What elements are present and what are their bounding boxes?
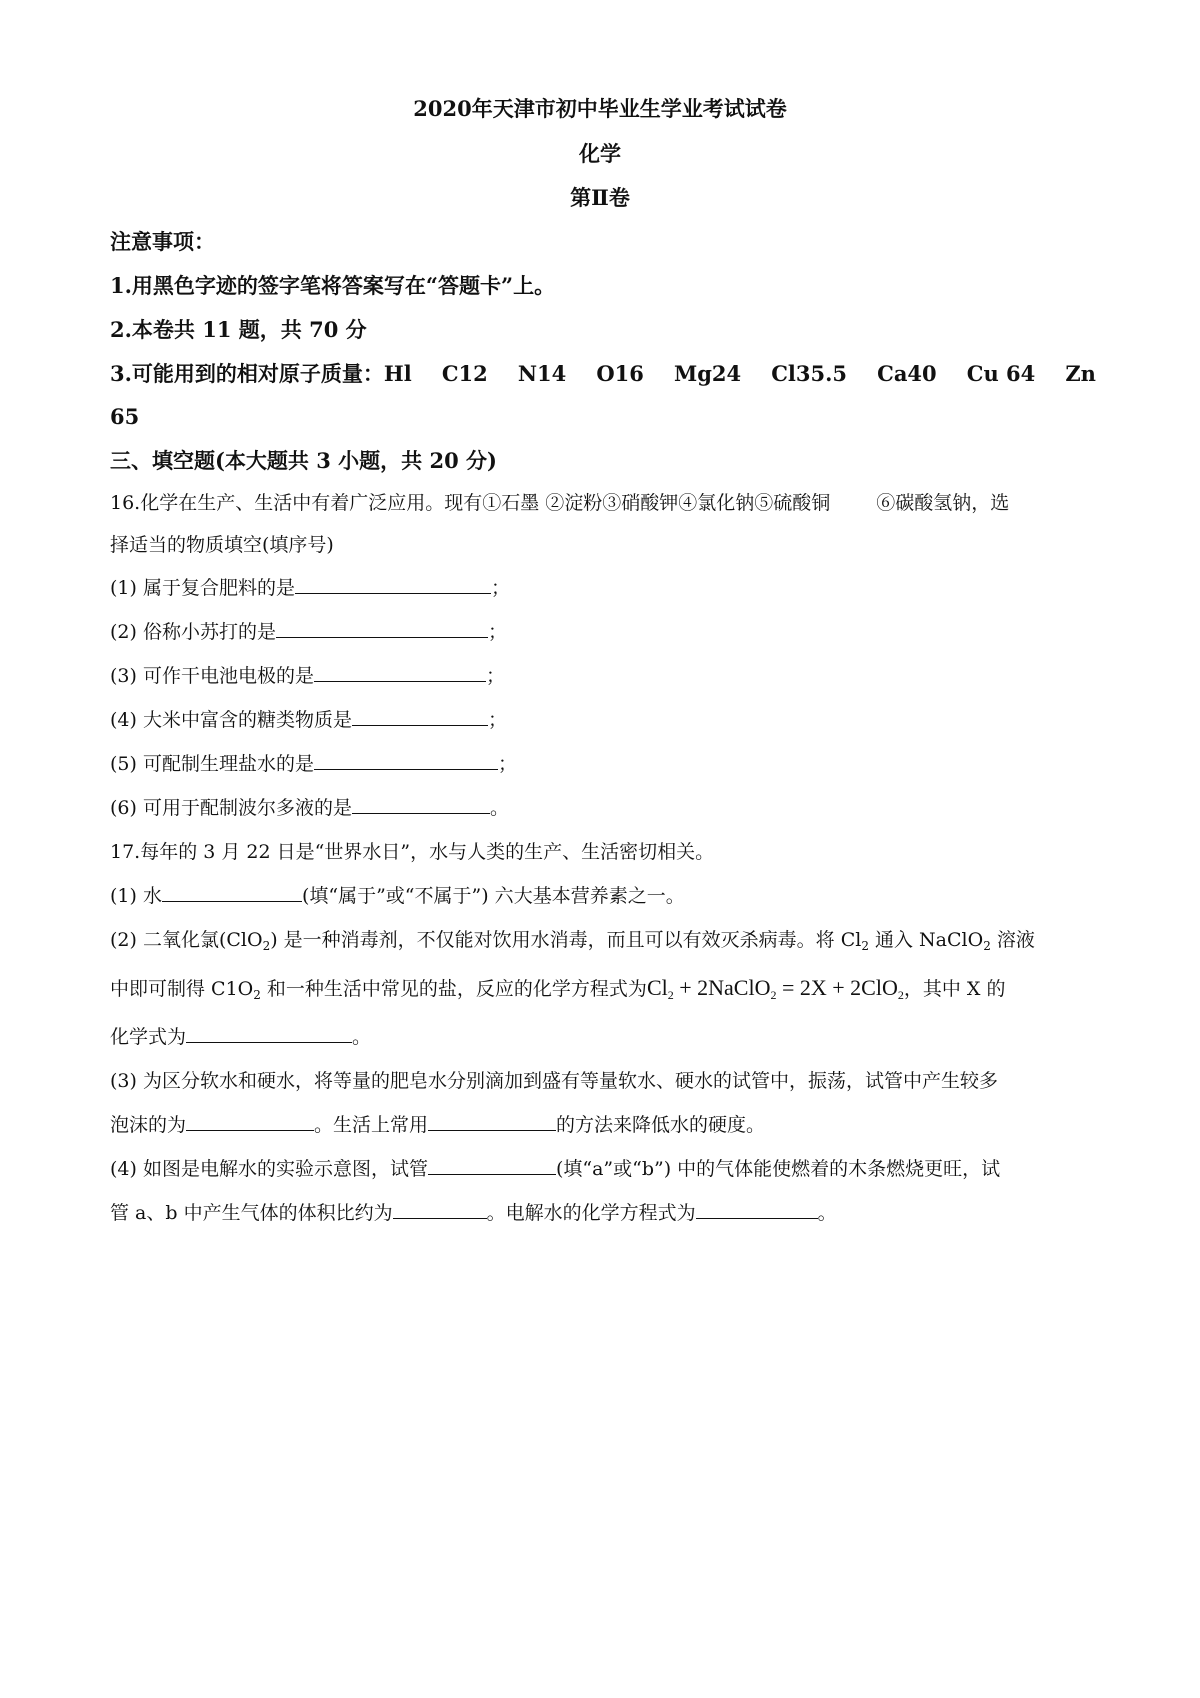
answer-blank[interactable] (314, 663, 486, 682)
answer-blank[interactable] (295, 575, 491, 594)
q17-part-2-line3: 化学式为 。 (110, 1026, 372, 1048)
chemical-equation: $Cl_2$ + 2NaClO$_2$ = 2X + 2ClO$_2$ (646, 975, 904, 1002)
q16-item-5: (5) 可配制生理盐水的是 ； (110, 753, 517, 775)
mass-cl: Cl35.5 (771, 361, 848, 386)
q16-item-4: (4) 大米中富含的糖类物质是 ； (110, 709, 507, 731)
note-item-1: 1.用黑色字迹的签字笔将答案写在“答题卡”上。 (110, 273, 556, 298)
q16-stem-line2: 择适当的物质填空(填序号) (110, 534, 334, 556)
answer-blank[interactable] (352, 707, 488, 726)
q16-item-6: (6) 可用于配制波尔多液的是 。 (110, 797, 509, 819)
answer-blank[interactable] (393, 1200, 487, 1219)
note-item-3-wrap: 65 (110, 404, 140, 429)
mass-mg: Mg24 (673, 361, 742, 386)
answer-blank[interactable] (696, 1200, 818, 1219)
answer-blank[interactable] (352, 795, 490, 814)
q17-part-4-line2: 管 a、b 中产生气体的体积比约为 。电解水的化学方程式为 。 (110, 1202, 837, 1224)
q16-item-3: (3) 可作干电池电极的是 ； (110, 665, 505, 687)
q17-stem: 17.每年的 3 月 22 日是“世界水日”，水与人类的生产、生活密切相关。 (110, 841, 715, 863)
exam-title: 2020年天津市初中毕业生学业考试试卷 (413, 96, 787, 121)
mass-o: O16 (596, 361, 644, 386)
q17-part-4-line1: (4) 如图是电解水的实验示意图，试管 (填“a”或“b”) 中的气体能使燃着的木条燃烧更旺，试 (110, 1158, 1001, 1180)
mass-ca: Ca40 (877, 361, 937, 386)
q17-part-3-line2: 泡沫的为 。生活上常用 的方法来降低水的硬度。 (110, 1114, 766, 1136)
answer-blank[interactable] (186, 1024, 352, 1043)
q17-part-2-line1: (2) 二氧化氯(ClO$_2$) 是一种消毒剂，不仅能对饮用水消毒，而且可以有效灭杀病毒。将 $Cl_2$ 通入 NaClO$_2$ 溶液 (110, 929, 1035, 953)
mass-cu: Cu 64 (966, 361, 1036, 386)
notes-heading: 注意事项： (110, 229, 215, 254)
section-3-heading: 三、填空题(本大题共 3 小题，共 20 分) (110, 448, 497, 473)
answer-blank[interactable] (314, 751, 498, 770)
answer-blank[interactable] (276, 619, 488, 638)
q16-item-1: (1) 属于复合肥料的是 ； (110, 577, 510, 599)
q16-stem-line1: 16.化学在生产、生活中有着广泛应用。现有①石墨 ②淀粉③硝酸钾④氯化钠⑤硫酸铜 ⑥碳酸氢钠，选 (110, 492, 1010, 514)
answer-blank[interactable] (162, 883, 302, 902)
q16-item-2: (2) 俗称小苏打的是 ； (110, 621, 507, 643)
subject-title: 化学 (579, 141, 621, 166)
answer-blank[interactable] (428, 1156, 556, 1175)
q17-part-1: (1) 水 (填“属于”或“不属于”) 六大基本营养素之一。 (110, 885, 685, 907)
volume-title: 第Ⅱ卷 (570, 185, 630, 210)
note-item-2: 2.本卷共 11 题，共 70 分 (110, 317, 367, 342)
answer-blank[interactable] (186, 1112, 314, 1131)
mass-zn: Zn (1065, 361, 1096, 386)
answer-blank[interactable] (428, 1112, 556, 1131)
q17-part-2-line2: 中即可制得 $C1O_2$ 和一种生活中常见的盐，反应的化学方程式为$Cl_2$ + 2NaClO$_2$ = 2X + 2ClO$_2$，其中 X 的 (110, 975, 1006, 1002)
note-item-3 (110, 361, 1096, 387)
mass-c: C12 (441, 361, 488, 386)
q17-part-3-line1: (3) 为区分软水和硬水，将等量的肥皂水分别滴加到盛有等量软水、硬水的试管中，振荡，试管中产生较多 (110, 1070, 998, 1092)
mass-n: N14 (517, 361, 567, 386)
note-item-3-prefix: 3.可能用到的相对原子质量：Hl (110, 361, 412, 386)
